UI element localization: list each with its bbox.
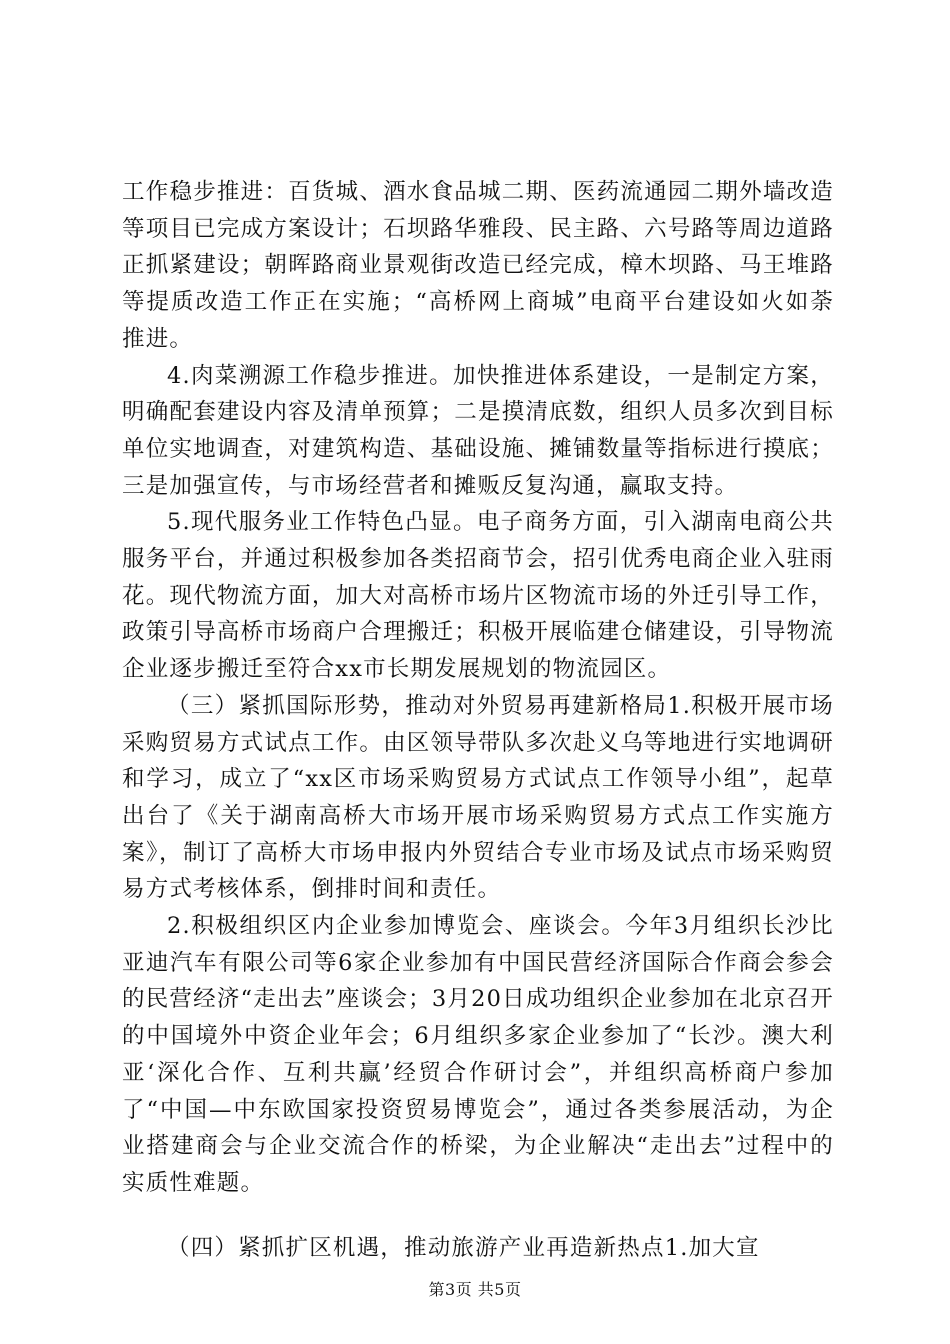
paragraph-continuation: 工作稳步推进：百货城、酒水食品城二期、医药流通园二期外墙改造等项目已完成方案设计；石坝路华雅段、民主路、六号路等周边道路正抓紧建设；朝晖路商业景观街改造已经完成，樟木坝路、马王堆路等提质改造工作正在实施；“高桥网上商城”电商平台建设如火如荼推进。 [122, 179, 834, 352]
document-body [122, 174, 834, 1266]
paragraph-item-5: 5.现代服务业工作特色凸显。电子商务方面，引入湖南电商公共服务平台，并通过积极参加各类招商节会，招引优秀电商企业入驻雨花。现代物流方面，加大对高桥市场片区物流市场的外迁引导工作，政策引导高桥市场商户合理搬迁；积极开展临建仓储建设，引导物流企业逐步搬迁至符合xx市长期发展规划的物流园区。 [122, 509, 834, 683]
page-number-footer: 第3页 共5页 [428, 1280, 522, 1299]
paragraph-section-3: （三）紧抓国际形势，推动对外贸易再建新格局1.积极开展市场采购贸易方式试点工作。由区领导带队多次赴义乌等地进行实地调研和学习，成立了“xx区市场采购贸易方式试点工作领导小组”，起草出台了《关于湖南高桥大市场开展市场采购贸易方式点工作实施方案》，制订了高桥大市场申报内外贸结合专业市场及试点市场采购贸易方式考核体系，倒排时间和责任。 [122, 692, 834, 903]
paragraph-item-4: 4.肉菜溯源工作稳步推进。加快推进体系建设，一是制定方案，明确配套建设内容及清单预算；二是摸清底数，组织人员多次到目标单位实地调查，对建筑构造、基础设施、摊铺数量等指标进行摸底；三是加强宣传，与市场经营者和摊贩反复沟通，赢取支持。 [122, 362, 834, 499]
paragraph-section-4: （四）紧抓扩区机遇，推动旅游产业再造新热点1.加大宣 [167, 1234, 760, 1261]
paragraph-section-3-item-2: 2.积极组织区内企业参加博览会、座谈会。今年3月组织长沙比亚迪汽车有限公司等6家企业参加有中国民营经济国际合作商会参会的民营经济“走出去”座谈会；3月20日成功组织企业参加在北京召开的中国境外中资企业年会；6月组织多家企业参加了“长沙。澳大利亚‘深化合作、互利共赢’经贸合作研讨会”，并组织高桥商户参加了“中国—中东欧国家投资贸易博览会”，通过各类参展活动，为企业搭建商会与企业交流合作的桥梁，为企业解决“走出去”过程中的实质性难题。 [122, 913, 834, 1196]
